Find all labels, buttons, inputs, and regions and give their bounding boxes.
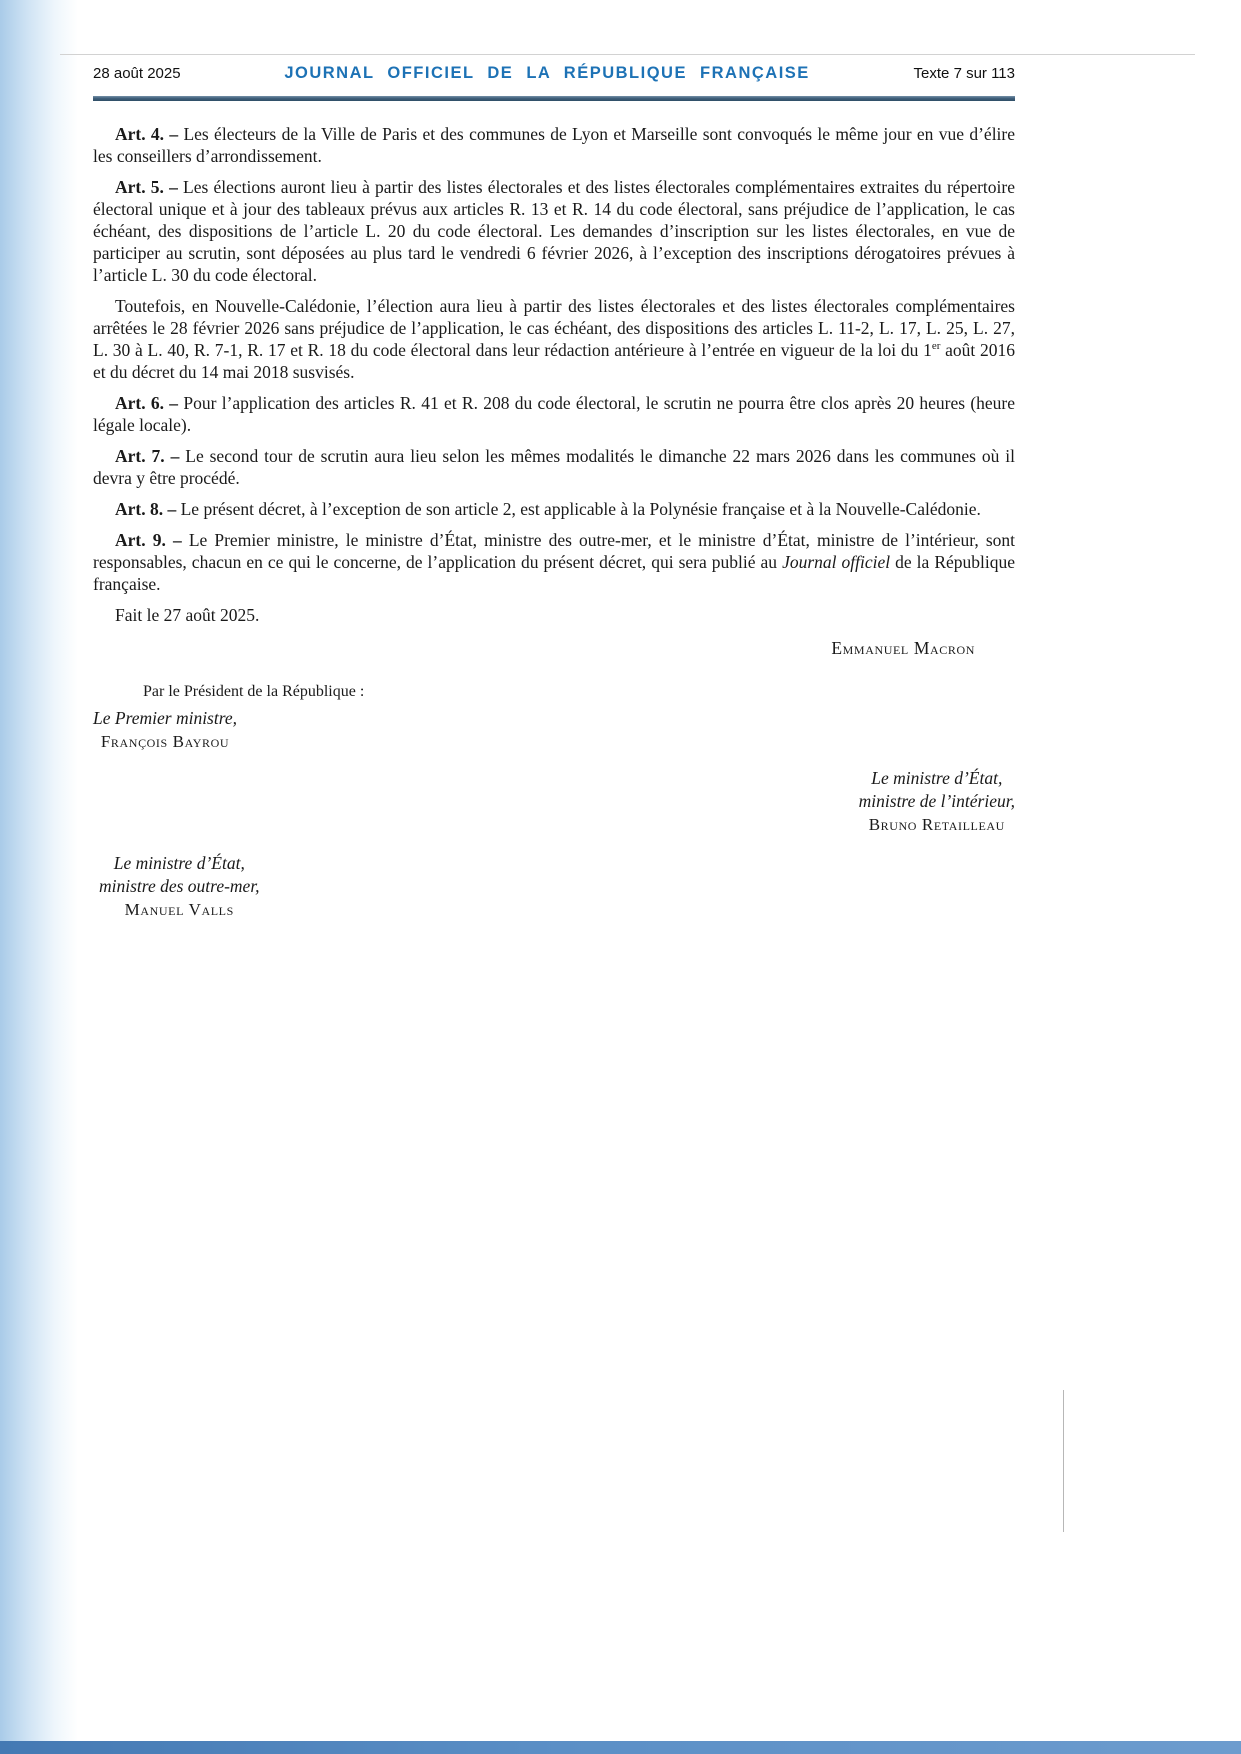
document-page: [93, 0, 1015, 921]
interior-role-2: ministre de l’intérieur,: [858, 791, 1015, 811]
article-8: [93, 498, 1015, 520]
journal-title: JOURNAL OFFICIEL DE LA RÉPUBLIQUE FRANÇAISE: [284, 64, 810, 82]
interior-name: Bruno Retailleau: [868, 815, 1005, 834]
article-9-text: Le Premier ministre, le ministre d’État, ministre des outre-mer, et le ministre d’État, ministre de l’intérieur, sont responsables, chacun en ce qui le concerne, de l’application du présent décret, qui sera publié au: [93, 530, 1015, 572]
article-4-text: Les électeurs de la Ville de Paris et des communes de Lyon et Marseille sont convoqués le même jour en vue d’élire les conseillers d’arrondissement.: [93, 124, 1016, 166]
article-5-toutefois: [93, 295, 1015, 383]
outremer-role-1: Le ministre d’État,: [113, 853, 245, 873]
article-9: [93, 529, 1015, 595]
signature-par-le-president: Par le Président de la République :: [143, 683, 365, 700]
signature-outremer-minister: [99, 852, 260, 921]
article-5-text: Les élections auront lieu à partir des listes électorales et des listes électorales complémentaires extraites du répertoire électoral unique et à jour des tableaux prévus aux articles R. 13 et R. 14 du code électoral, sans préjudice de l’application, le cas échéant, des dispositions de l’article L. 20 du code électoral. Les demandes d’inscription sur les listes électorales, en vue de participer au scrutin, sont déposées au plus tard le vendredi 6 février 2026, à l’exception des inscriptions dérogatoires prévues à l’article L. 30 du code électoral.: [93, 177, 1015, 285]
scan-artifact-line: [1063, 1390, 1064, 1532]
pm-name: François Bayrou: [100, 732, 230, 751]
signature-interior-wrap: [93, 767, 1015, 836]
header-date: 28 août 2025: [93, 65, 181, 82]
article-4-label: Art. 4. –: [115, 124, 179, 144]
header-rule: [93, 96, 1015, 101]
article-6-label: Art. 6. –: [115, 393, 179, 413]
article-8-label: Art. 8. –: [115, 499, 177, 519]
outremer-name: Manuel Valls: [124, 900, 234, 919]
article-6-text: Pour l’application des articles R. 41 et R. 208 du code électoral, le scrutin ne pourra être clos après 20 heures (heure légale locale).: [93, 393, 1016, 435]
signature-president: Emmanuel Macron: [831, 638, 975, 658]
article-5: [93, 176, 1015, 286]
signature-pm-wrap: [93, 707, 1015, 753]
signature-interior-minister: [859, 767, 1015, 836]
decree-body: [93, 123, 1015, 921]
article-6: [93, 392, 1015, 436]
fait-le-line: Fait le 27 août 2025.: [115, 605, 260, 625]
article-9-text-end: de la République française.: [93, 552, 1015, 594]
page-bottom-bar: [0, 1741, 1241, 1754]
article-4: [93, 123, 1015, 167]
page-left-gradient-band: [0, 0, 78, 1754]
signature-prime-minister: [93, 707, 237, 753]
article-5-toutefois-text-end: août 2016 et du décret du 14 mai 2018 susvisés.: [93, 340, 1015, 382]
article-7-label: Art. 7. –: [115, 446, 180, 466]
article-8-text: Le présent décret, à l’exception de son article 2, est applicable à la Polynésie française et à la Nouvelle-Calédonie.: [180, 499, 981, 519]
superscript-er: er: [931, 340, 941, 353]
interior-role-1: Le ministre d’État,: [871, 768, 1003, 788]
outremer-role-2: ministre des outre-mer,: [99, 876, 260, 896]
article-5-toutefois-text: Toutefois, en Nouvelle-Calédonie, l’élection aura lieu à partir des listes électorales et des listes électorales complémentaires arrêtées le 28 février 2026 sans préjudice de l’application, le cas échéant, des dispositions des articles L. 11-2, L. 17, L. 25, L. 27, L. 30 à L. 40, R. 7-1, R. 17 et R. 18 du code électoral dans leur rédaction antérieure à l’entrée en vigueur de la loi du 1: [93, 296, 1015, 360]
article-9-label: Art. 9. –: [115, 530, 182, 550]
article-7: [93, 445, 1015, 489]
article-7-text: Le second tour de scrutin aura lieu selon les mêmes modalités le dimanche 22 mars 2026 dans les communes où il devra y être procédé.: [93, 446, 1016, 488]
article-5-label: Art. 5. –: [115, 177, 178, 197]
journal-header: [93, 0, 1015, 83]
header-text-ref: Texte 7 sur 113: [913, 65, 1015, 82]
pm-role: Le Premier ministre,: [93, 708, 238, 728]
journal-officiel-italic: Journal officiel: [782, 552, 891, 572]
signature-outremer-wrap: [93, 852, 1015, 921]
